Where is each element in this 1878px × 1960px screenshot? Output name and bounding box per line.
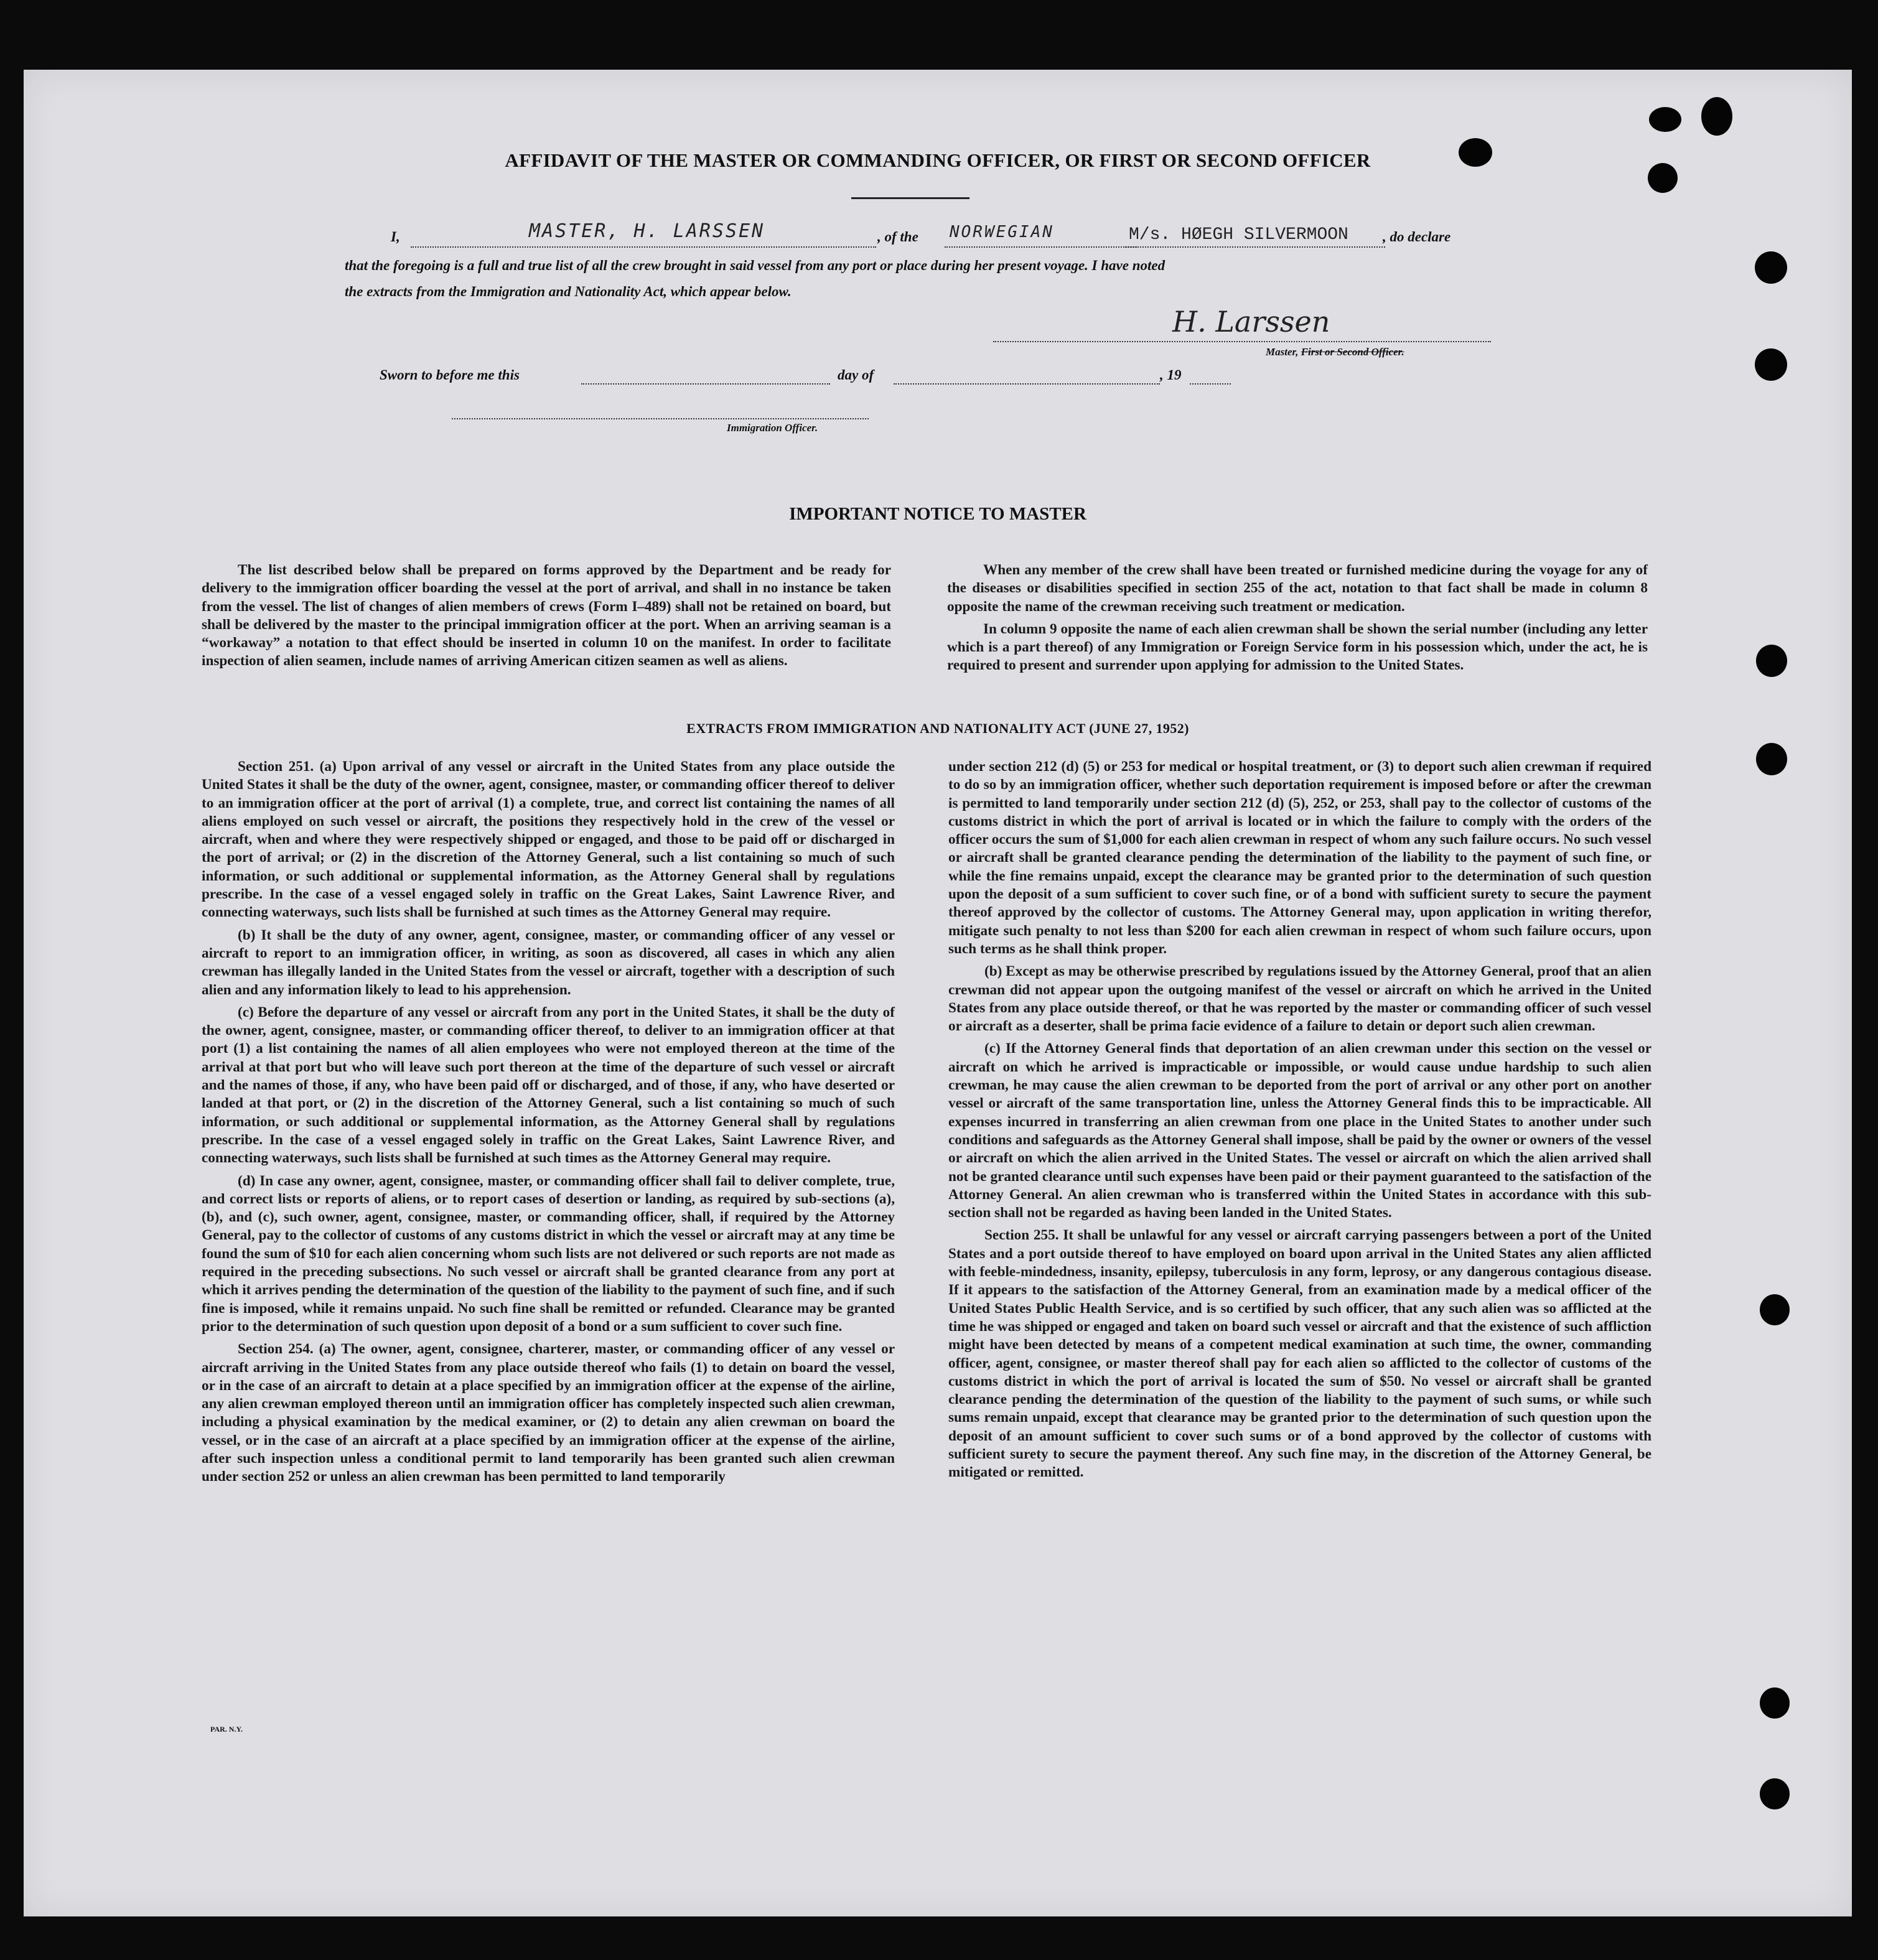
master-label: Master, xyxy=(1266,346,1299,358)
punch-hole xyxy=(1756,645,1787,677)
vessel-field-line xyxy=(1125,246,1385,248)
of-the-label: , of the xyxy=(877,229,918,245)
sworn-year-line xyxy=(1190,383,1231,385)
punch-hole xyxy=(1760,1294,1790,1325)
extracts-left-column xyxy=(202,758,895,1491)
section-251-d: (d) In case any owner, agent, consignee, master, or commanding officer shall fail to deliver complete, true, and correct lists or reports of aliens, or to report cases of desertion or landing, as required by sub-sections (a), (b), and (c), such owner, agent, consignee, master, or commanding officer, shall, if required by the Attorney General, pay to the collector of customs of any customs district in which the vessel or aircraft may at any time be found the sum of $10 for each alien concerning whom such lists are not delivered or such reports are not made as required in the preceding subsections. No such vessel or aircraft shall be granted clearance from any port at which it arrives pending the determination of the question of the liability to the payment of such fine, and if such fine is imposed, while it remains unpaid. No such fine shall be remitted or refunded. Clearance may be granted prior to the determination of such question upon deposit of a bond or a sum sufficient to cover such fine. xyxy=(202,1172,895,1335)
immigration-officer-label: Immigration Officer. xyxy=(727,422,818,434)
document-sheet xyxy=(24,70,1852,1916)
name-field-line xyxy=(411,246,876,248)
punch-hole xyxy=(1755,348,1787,381)
notice-right-column xyxy=(947,561,1648,679)
section-255: Section 255. It shall be unlawful for any vessel or aircraft carrying passengers between a port of the United States and a port outside thereof to have employed on board upon arrival in the United States any alien afflicted with feeble-mindedness, insanity, epilepsy, tuberculosis in any form, leprosy, or any dangerous contagious disease. If it appears to the satisfaction of the Attorney General, from an examination made by a medical officer of the United States Public Health Service, and is so certified by such officer, that any such alien was so afflicted at the time he was shipped or engaged and taken on board such vessel or aircraft and that the existence of such affliction might have been detected by means of a competent medical examination at such time, the owner, commanding officer, agent, consignee, or master thereof shall pay for each alien so afflicted to the collector of customs of the customs district in which the port of arrival is located the sum of $50. No vessel or aircraft shall be granted clearance pending the determination of the question of the liability to the payment of such sums, or while such sums remain unpaid, except that clearance may be granted prior to the determination of such question upon the deposit of an amount sufficient to cover such sums or of a bond approved by the collector of customs with sufficient surety to secure the payment thereof. Any such fine may, in the discretion of the Attorney General, be mitigated or remitted. xyxy=(948,1227,1651,1481)
section-254-a-continued: under section 212 (d) (5) or 253 for medical or hospital treatment, or (3) to deport such alien crewman if required to do so by an immigration officer, whether such deportation requirement is imposed before or after the crewman is permitted to land temporarily under section 212 (d) (5), 252, or 253, shall pay to the collector of customs of the customs district in which the port of arrival is located or in which the failure to comply with the orders of the officer occurs the sum of $1,000 for each alien crewman in respect of whom any such failure occurs. No such vessel or aircraft shall be granted clearance pending the determination of the liability to the payment of such fine, or while the fine remains unpaid, except the clearance may be granted prior to the determination of such question upon the deposit of a sum sufficient to cover such fine, or of a bond with sufficient surety to secure the payment thereof approved by the collector of customs. The Attorney General may, upon application in writing therefor, mitigate such penalty to not less than $200 for each alien crewman in respect of whom such failure occurs, upon such terms as he shall think proper. xyxy=(948,758,1651,957)
notice-title: IMPORTANT NOTICE TO MASTER xyxy=(789,504,1086,524)
section-251-a: Section 251. (a) Upon arrival of any vessel or aircraft in the United States from any place outside the United States it shall be the duty of the owner, agent, consignee, master, or commanding officer thereof to deliver to an immigration officer at the port of arrival (1) a complete, true, and correct list containing the names of all aliens employed on such vessel or aircraft, the positions they respectively hold in the crew of the vessel or aircraft, when and where they were respectively shipped or engaged, and those to be paid off or discharged in the port of arrival; or (2) in the discretion of the Attorney General, such a list containing so much of such information, or such additional or supplemental information, as the Attorney General shall by regulations prescribe. In the case of a vessel engaged solely in traffic on the Great Lakes, Saint Lawrence River, and connecting waterways, such lists shall be furnished at such times as the Attorney General may require. xyxy=(202,758,895,921)
extracts-title: EXTRACTS FROM IMMIGRATION AND NATIONALITY ACT (JUNE 27, 1952) xyxy=(686,721,1189,736)
day-of-label: day of xyxy=(838,367,874,383)
extracts-right-column xyxy=(948,758,1651,1486)
nationality-handwritten: NORWEGIAN xyxy=(950,223,1054,241)
notice-left-column xyxy=(202,561,891,675)
punch-hole xyxy=(1701,97,1732,136)
section-251-b: (b) It shall be the duty of any owner, agent, consignee, master, or commanding officer of any vessel or aircraft to report to an immigration officer, in writing, as soon as discovered, all cases in which any alien crewman has illegally landed in the United States from the vessel or aircraft, together with a description of such alien and any information likely to lead to his apprehension. xyxy=(202,926,895,998)
punch-hole xyxy=(1649,107,1681,132)
title-underline xyxy=(851,197,969,199)
declaration-line-1: that the foregoing is a full and true list of all the crew brought in said vessel from any port or place during her present voyage. I have noted xyxy=(345,258,1166,273)
master-signature: H. Larssen xyxy=(1172,305,1330,338)
affidavit-title: AFFIDAVIT OF THE MASTER OR COMMANDING OFFICER, OR FIRST OR SECOND OFFICER xyxy=(505,149,1371,171)
notice-right-paragraph-1: When any member of the crew shall have been treated or furnished medicine during the voyage for any of the diseases or disabilities specified in section 255 of the act, notation to that fact shall be made in column 8 opposite the name of the crewman receiving such treatment or medication. xyxy=(947,562,1648,615)
struck-officer-label: First or Second Officer. xyxy=(1301,346,1404,358)
section-254-b: (b) Except as may be otherwise prescribed by regulations issued by the Attorney General, proof that an alien crewman did not appear upon the outgoing manifest of the vessel or aircraft on which he arrived in the United States from any place outside thereof, or that he was reported by the master or commanding officer of such vessel or aircraft as a deserter, shall be prima facie evidence of a failure to detain or deport such alien crewman. xyxy=(948,963,1651,1035)
printer-mark: PAR. N.Y. xyxy=(210,1725,243,1734)
nationality-field-line xyxy=(945,246,1139,248)
notice-left-paragraph: The list described below shall be prepared on forms approved by the Department and be ready for delivery to the immigration officer boarding the vessel at the port of arrival, and shall in no instance be taken from the vessel. The list of changes of alien members of crews (Form I–489) shall not be retained on board, but shall be delivered by the master to the principal immigration officer at the port. When an arriving seaman is a “workaway” a notation to that effect should be inserted in column 10 on the manifest. In order to facilitate inspection of alien seamen, include names of arriving American citizen seamen as well as aliens. xyxy=(202,562,891,670)
signature-caption xyxy=(1266,346,1404,358)
punch-hole xyxy=(1760,1778,1790,1809)
year-prefix: , 19 xyxy=(1160,367,1182,383)
punch-hole xyxy=(1756,743,1787,775)
section-251-c: (c) Before the departure of any vessel or aircraft from any port in the United States, it shall be the duty of the owner, agent, consignee, master, or commanding officer thereof, to deliver to an immigration officer at that port (1) a list containing the names of all alien employees who were not employed thereon at the time of the arrival at that port but who will leave such port thereon at the time of the departure of such vessel or aircraft and the names of those, if any, who have been paid off or discharged, and of those, if any, who have deserted or landed at that port, or (2) in the discretion of the Attorney General, such a list containing so much of such information, or such additional or supplemental information, as the Attorney General shall by regulations prescribe. In the case of a vessel engaged solely in traffic on the Great Lakes, Saint Lawrence River, and connecting waterways, such lists shall be furnished at such times as the Attorney General may require. xyxy=(202,1004,895,1167)
sworn-month-line xyxy=(894,383,1160,385)
signature-line xyxy=(993,341,1491,342)
section-254-c: (c) If the Attorney General finds that deportation of an alien crewman under this section on the vessel or aircraft on which he arrived is impracticable or impossible, or would cause undue hardship to such alien crewman, he may cause the alien crewman to be deported from the port of arrival or any other port on another vessel or aircraft of the same transportation line, unless the Attorney General finds this to be impracticable. All expenses incurred in transferring an alien crewman from one place in the United States to another under such conditions and safeguards as the Attorney General shall impose, shall be paid by the owner or owners of the vessel or aircraft on which the alien arrived in the United States. The vessel or aircraft on which the alien arrived shall not be granted clearance until such expenses have been paid or their payment guaranteed to the satisfaction of the Attorney General. An alien crewman who is transferred within the United States in accordance with this sub-section shall not be regarded as having been landed in the United States. xyxy=(948,1040,1651,1221)
punch-hole xyxy=(1760,1687,1790,1719)
declaration-line-2: the extracts from the Immigration and Nationality Act, which appear below. xyxy=(345,284,792,299)
punch-hole xyxy=(1755,251,1787,284)
do-declare-label: , do declare xyxy=(1383,229,1451,245)
sworn-day-line xyxy=(581,383,830,385)
notice-right-paragraph-2: In column 9 opposite the name of each alien crewman shall be shown the serial number (including any letter which is a part thereof) of any Immigration or Foreign Service form in his possession which, under the act, he is required to present and surrender upon applying for admission to the United States. xyxy=(947,620,1648,674)
section-254-a: Section 254. (a) The owner, agent, consignee, charterer, master, or commanding officer of any vessel or aircraft arriving in the United States from any place outside thereof who fails (1) to detain on board the vessel, or in the case of an aircraft to detain at a place specified by an immigration officer at the expense of the airline, any alien crewman employed thereon until an immigration officer has completely inspected such alien crewman, including a physical examination by the medical examiner, or (2) to detain any alien crewman on board the vessel, or in the case of an aircraft at a place specified by an immigration officer at the expense of the airline, after such inspection unless a conditional permit to land temporarily has been granted such alien crewman under section 252 or unless an alien crewman has been permitted to land temporarily xyxy=(202,1341,895,1485)
vessel-name-typed: M/s. HØEGH SILVERMOON xyxy=(1129,225,1348,245)
officer-signature-line xyxy=(452,418,869,419)
i-label: I, xyxy=(391,229,400,245)
sworn-label: Sworn to before me this xyxy=(380,367,520,383)
master-name-handwritten: MASTER, H. LARSSEN xyxy=(529,220,765,242)
